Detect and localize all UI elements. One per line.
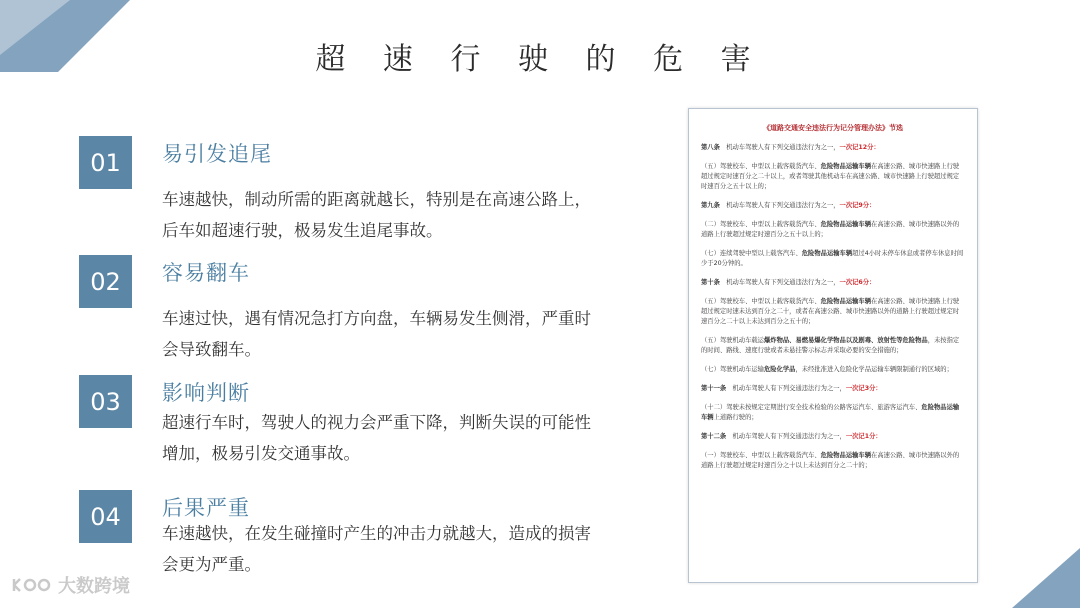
watermark: [10, 572, 130, 598]
page-title: 超 速 行 驶 的 危 害: [315, 42, 765, 77]
point-item-1: [79, 136, 599, 246]
point-item-2: [79, 255, 599, 365]
point-title: 易引发追尾: [162, 142, 272, 166]
point-item-3: [79, 375, 599, 485]
doc-article-8: 第八条 机动车驾驶人有下列交通违法行为之一，一次记12分：: [701, 144, 880, 151]
number-badge: 04: [79, 490, 132, 543]
point-title: 后果严重: [162, 496, 250, 520]
doc-clause: （七）驾驶机动车运输危险化学品，未经批准进入危险化学品运输车辆限制通行的区域的；: [701, 366, 953, 373]
doc-article-12: 第十二条 机动车驾驶人有下列交通违法行为之一，一次记1分：: [701, 433, 882, 440]
watermark-text: 大数跨境: [58, 576, 130, 597]
doc-clause: （五）驾驶校车、中型以上载客载货汽车、危险物品运输车辆在高速公路、城市快速路上行驶超过规定时速未达到百分之二十，或者在高速公路、城市快速路以外的道路上行驶超过规定时速百分之二十以上未达到百分之五十的；: [701, 298, 960, 325]
point-text: 车速越快，制动所需的距离就越长，特别是在高速公路上，后车如超速行驶，极易发生追尾事故。: [162, 190, 591, 240]
point-item-4: [79, 490, 599, 600]
doc-clause: （二）驾驶校车、中型以上载客载货汽车、危险物品运输车辆在高速公路、城市快速路以外的道路上行驶超过规定时速百分之五十以上的；: [701, 221, 960, 238]
doc-article-11: 第十一条 机动车驾驶人有下列交通违法行为之一，一次记3分：: [701, 385, 882, 392]
number-badge: 01: [79, 136, 132, 189]
watermark-logo-icon: [10, 575, 54, 595]
number-badge: 03: [79, 375, 132, 428]
point-title: 影响判断: [162, 381, 250, 405]
regulation-document-image: [688, 108, 978, 583]
doc-clause: （五）驾驶机动车载运爆炸物品、易燃易爆化学物品以及剧毒、放射性等危险物品，未按指定的时间、路线、速度行驶或者未悬挂警示标志并采取必要的安全措施的；: [701, 337, 960, 354]
doc-heading: 《道路交通安全违法行为记分管理办法》节选: [763, 124, 903, 132]
point-title: 容易翻车: [162, 261, 250, 285]
doc-article-9: 第九条 机动车驾驶人有下列交通违法行为之一，一次记9分：: [701, 202, 876, 209]
doc-clause: （五）驾驶校车、中型以上载客载货汽车、危险物品运输车辆在高速公路、城市快速路上行驶超过规定时速百分之二十以上，或者驾驶其他机动车在高速公路、城市快速路上行驶超过规定时速百分之五十以上的；: [701, 163, 960, 190]
point-text: 车速越快，在发生碰撞时产生的冲击力就越大，造成的损害会更为严重。: [162, 524, 591, 574]
doc-clause: （一）驾驶校车、中型以上载客载货汽车、危险物品运输车辆在高速公路、城市快速路以外的道路上行驶超过规定时速百分之十以上未达到百分之二十的；: [701, 452, 960, 469]
corner-decoration-bottom-right: [990, 548, 1080, 608]
doc-clause: （七）连续驾驶中型以上载客汽车、危险物品运输车辆超过4小时未停车休息或者停车休息时间少于20分钟的。: [701, 250, 964, 267]
doc-clause: （十二）驾驶未按规定定期进行安全技术检验的公路客运汽车、旅游客运汽车、危险物品运输车辆上道路行驶的；: [701, 404, 960, 421]
point-text: 超速行车时，驾驶人的视力会严重下降，判断失误的可能性增加，极易引发交通事故。: [162, 413, 591, 463]
number-badge: 02: [79, 255, 132, 308]
point-text: 车速过快，遇有情况急打方向盘，车辆易发生侧滑，严重时会导致翻车。: [162, 309, 591, 359]
doc-article-10: 第十条 机动车驾驶人有下列交通违法行为之一，一次记6分：: [701, 279, 876, 286]
